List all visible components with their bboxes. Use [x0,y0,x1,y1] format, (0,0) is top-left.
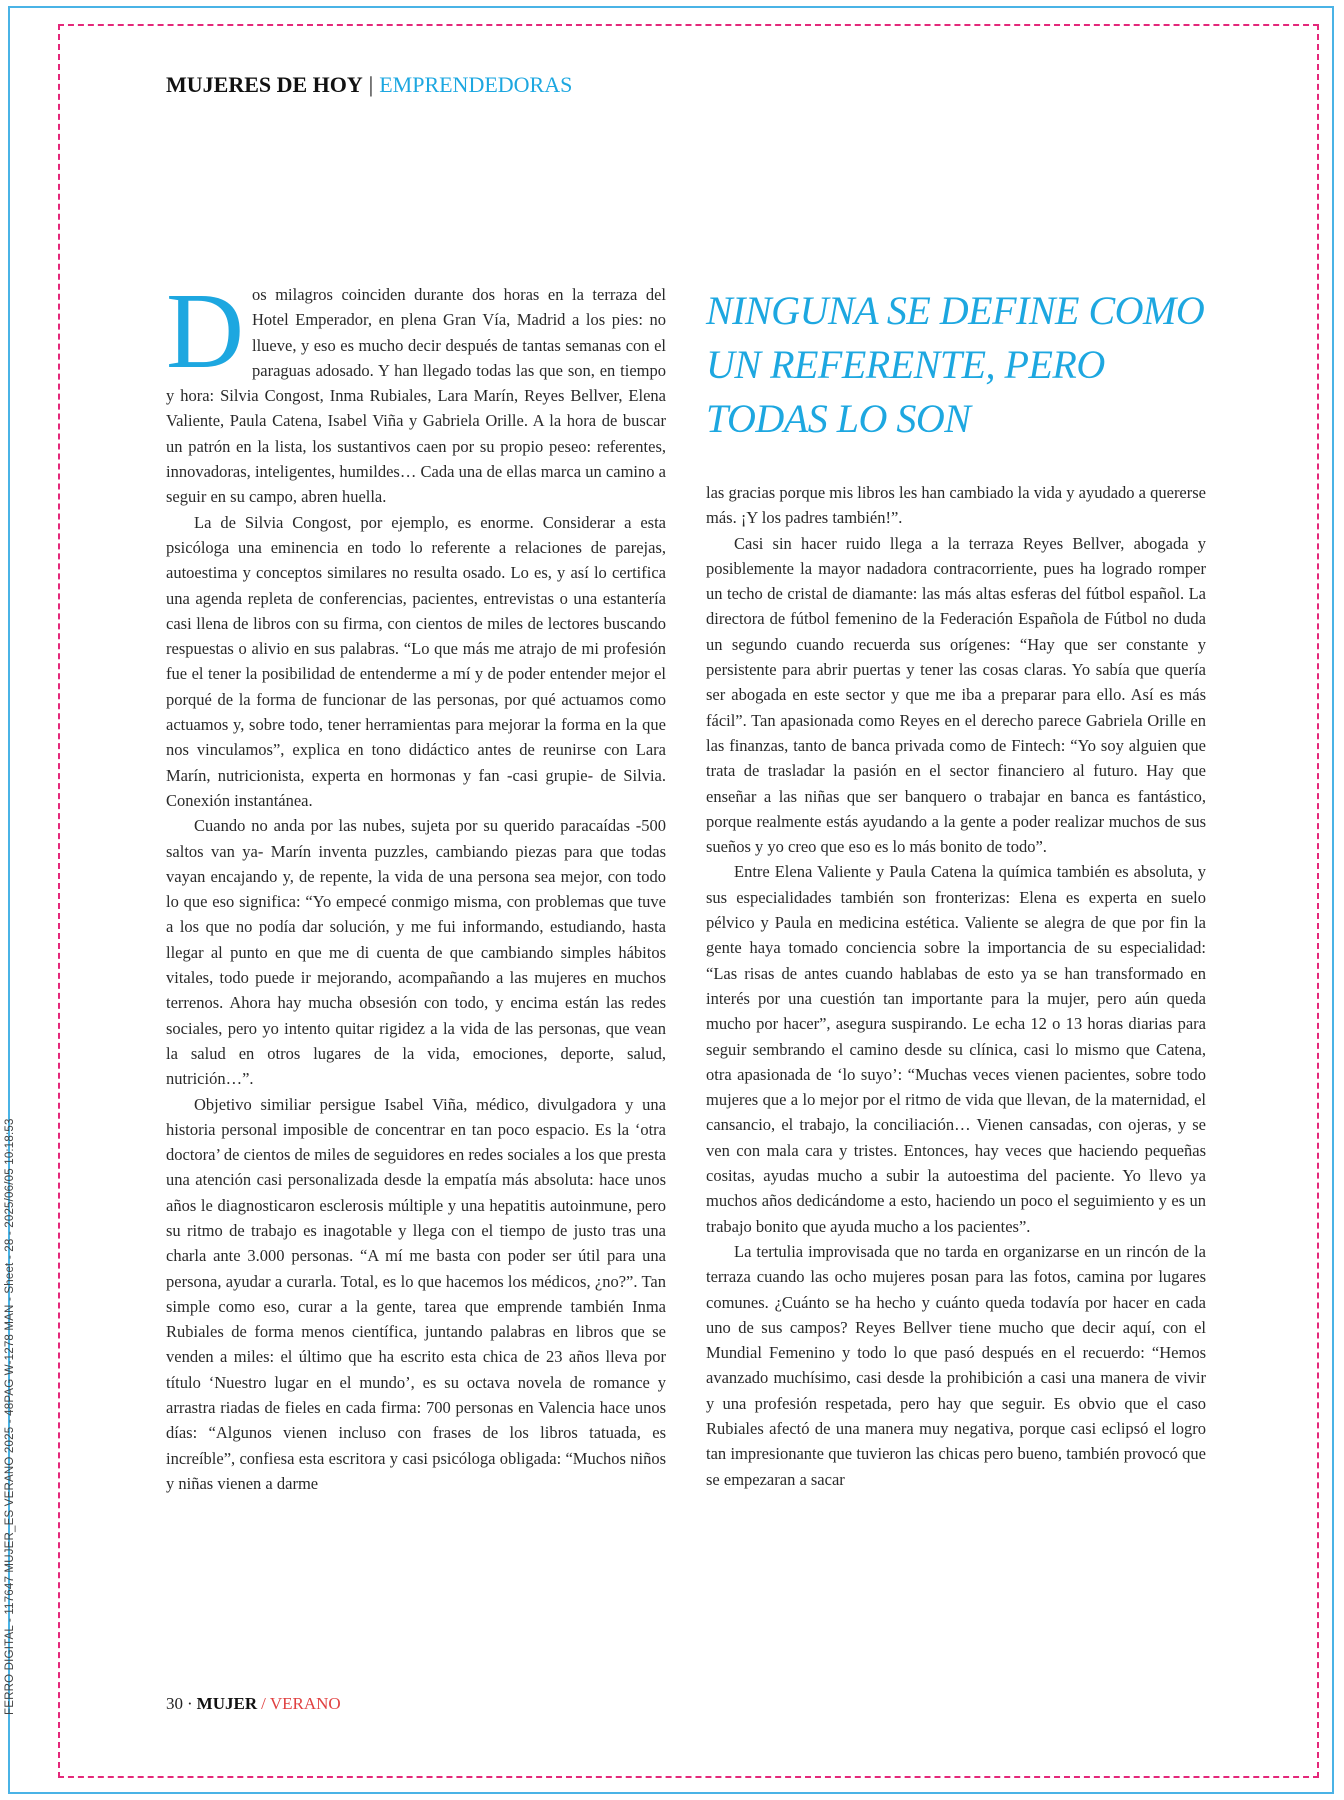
article-paragraph: Casi sin hacer ruido llega a la terraza Reyes Bellver, abogada y posiblemente la mayor nadadora contracorriente, pues ha logrado romper un techo de cristal de diamante: las más altas esferas del fútbol español. La directora de fútbol femenino de la Federación Española de Fútbol no duda un segundo cuando recuerda sus orígenes: “Hay que ser constante y persistente para abrir puertas y tener las cosas claras. Yo sabía que quería ser abogada en este sector y que me iba a preparar para ello. Así es más fácil”. Tan apasionada como Reyes en el derecho parece Gabriela Orille en las finanzas, tanto de banca privada como de Fintech: “Yo soy alguien que trata de trasladar la pasión en el sector financiero al futuro. Hay que enseñar a las niñas que ser banquero o trabajar en banca es fantástico, porque realmente estás ayudando a la gente a poder realizar muchos de sus sueños y yo creo que eso es lo más bonito de todo”. [706,533,1206,857]
drop-cap: D [166,272,244,391]
article-paragraph: Entre Elena Valiente y Paula Catena la química también es absoluta, y sus especialidades también son fronterizas: Elena es experta en suelo pélvico y Paula en medicina estética. Valiente se alegra de que por fin la gente haya tomado conciencia sobre la importancia de su especialidad: “Las risas de antes cuando hablabas de esto ya se han transformado en interés por una cuestión tan importante para la mujer, pero aún queda mucho por hacer”, asegura suspirando. Le echa 12 o 13 horas diarias para seguir sembrando el camino desde su clínica, casi lo mismo que Catena, otra apasionada de ‘lo suyo’: “Muchas veces vienen pacientes, sobre todo mujeres que a lo mejor por el ritmo de vida que llevan, de la maternidad, el cansancio, el trabajo, la conciliación… Vienen cansadas, con ojeras, y se ven con mala cara y tristes. Entonces, hay veces que haciendo pequeñas cositas, ayudas mucho a subir la autoestima del paciente. Yo llevo ya muchos años dedicándome a esto, haciendo un poco el seguimiento y es un trabajo bonito que ayuda mucho a los pacientes”. [706,862,1206,1236]
page-number: 30 [166,1694,183,1713]
magazine-name: MUJER [196,1694,258,1713]
footer-dot: · [187,1694,193,1713]
footer-slash: / [261,1694,266,1713]
header-separator: | [368,72,374,97]
section-subtitle: EMPRENDEDORAS [379,72,573,97]
article-paragraph: Cuando no anda por las nubes, sujeta por su querido paracaídas -500 saltos van ya- Marín inventa puzzles, cambiando piezas para que todas vayan encajando y, de repente, la vida de una persona sea mejor, con todo lo que eso significa: “Yo empecé conmigo misma, con problemas que tuve a los que no podía dar solución, y me fui informando, estudiando, hasta llegar al punto en que me di cuenta de que cambiando simples hábitos vitales, todo puede ir mejorando, acompañando a las mujeres en muchos terrenos. Ahora hay mucha obsesión con todo, y encima están las redes sociales, pero yo intento quitar rigidez a la vida de las personas, que vean la salud en otros lugares de la vida, emociones, deporte, salud, nutrición…”. [166,816,666,1089]
section-header [166,72,572,98]
article-paragraph: La de Silvia Congost, por ejemplo, es enorme. Considerar a esta psicóloga una eminencia en todo lo referente a relaciones de parejas, autoestima y conceptos similares no resulta osado. Lo es, y así lo certifica una agenda repleta de conferencias, pacientes, entrevistas o una estantería casi llena de libros con su firma, con cientos de miles de lectores buscando respuestas o alivio en sus palabras. “Lo que más me atrajo de mi profesión fue el tener la posibilidad de entenderme a mí y de poder entender mejor el porqué de la forma de funcionar de las personas, por qué actuamos como actuamos y, sobre todo, tener herramientas para mejorar la forma en la que nos vinculamos”, explica en tono didáctico antes de reunirse con Lara Marín, nutricionista, experta en hormonas y fan -casi grupie- de Silvia. Conexión instantánea. [166,512,666,810]
article-paragraph: Objetivo similiar persigue Isabel Viña, médico, divulgadora y una historia personal imposible de concentrar en tan poco espacio. Es la ‘otra doctora’ de cientos de miles de seguidores en redes sociales a los que presta una atención casi personalizada desde la empatía más absoluta: hace unos años le diagnosticaron esclerosis múltiple y una hepatitis autoinmune, pero su ritmo de trabajo es inagotable y llega con el tiempo de justo tras una charla ante 3.000 personas. “A mí me basta con poder ser útil para una persona, ayudar a curarla. Total, es lo que hacemos los médicos, ¿no?”. Tan simple como eso, curar a la gente, tarea que emprende también Inma Rubiales de forma menos científica, juntando palabras en libros que se venden a miles: el último que ha escrito esta chica de 23 años lleva por título ‘Nuestro lugar en el mundo’, es su octava novela de romance y arrastra riadas de fieles en cada firma: 700 personas en Valencia hace unos días: “Algunos vienen incluso con frases de los libros tatuada, es increíble”, confiesa esta escritora y casi psicóloga obligada: “Muchos niños y niñas vienen a darme [166,1094,666,1493]
article-paragraph: las gracias porque mis libros les han cambiado la vida y ayudado a quererse más. ¡Y los padres también!”. [706,483,1206,528]
article-paragraph: Dos milagros coinciden durante dos horas en la terraza del Hotel Emperador, en plena Gran Vía, Madrid a los pies: no llueve, y eso es mucho decir después de tantas semanas con el paraguas adosado. Y han llegado todas las que son, en tiempo y hora: Silvia Congost, Inma Rubiales, Lara Marín, Reyes Bellver, Elena Valiente, Paula Catena, Isabel Viña y Gabriela Orille. A la hora de buscar un patrón en la lista, los sustantivos caen por su propio peseo: referentes, innovadoras, inteligentes, humildes… Cada una de ellas marca un camino a seguir en su campo, abren huella. [166,272,666,507]
article-paragraph: La tertulia improvisada que no tarda en organizarse en un rincón de la terraza cuando las ocho mujeres posan para las fotos, camina por lugares comunes. ¿Cuánto se ha hecho y cuánto queda todavía por hacer en cada uno de sus campos? Reyes Bellver tiene mucho que decir aquí, con el Mundial Femenino y todo lo que pasó después en el recuerdo: “Hemos avanzado muchísimo, casi desde la prohibición a casi una manera de vivir y una profesión respetada, pero hay que seguir. Es obvio que el caso Rubiales afectó de una manera muy negativa, porque casi eclipsó el logro tan impresionante que tuvieron las chicas pero bueno, también provocó que se empezaran a sacar [706,1241,1206,1489]
page-footer [166,1694,341,1714]
issue-season: VERANO [269,1694,341,1713]
pull-quote: NINGUNA SE DEFINE COMO UN REFERENTE, PERO TODAS LO SON [706,288,1205,441]
article-column-left [166,272,666,1496]
article-column-right [706,480,1206,1492]
section-title: MUJERES DE HOY [166,72,363,97]
print-slug: FERRO DIGITAL - 117647 MUJER_ES VERANO 2025 - 48PAG W-1278 MAN - Sheet - 28 - 2025/06/05 10:18:53 [4,1118,16,1715]
